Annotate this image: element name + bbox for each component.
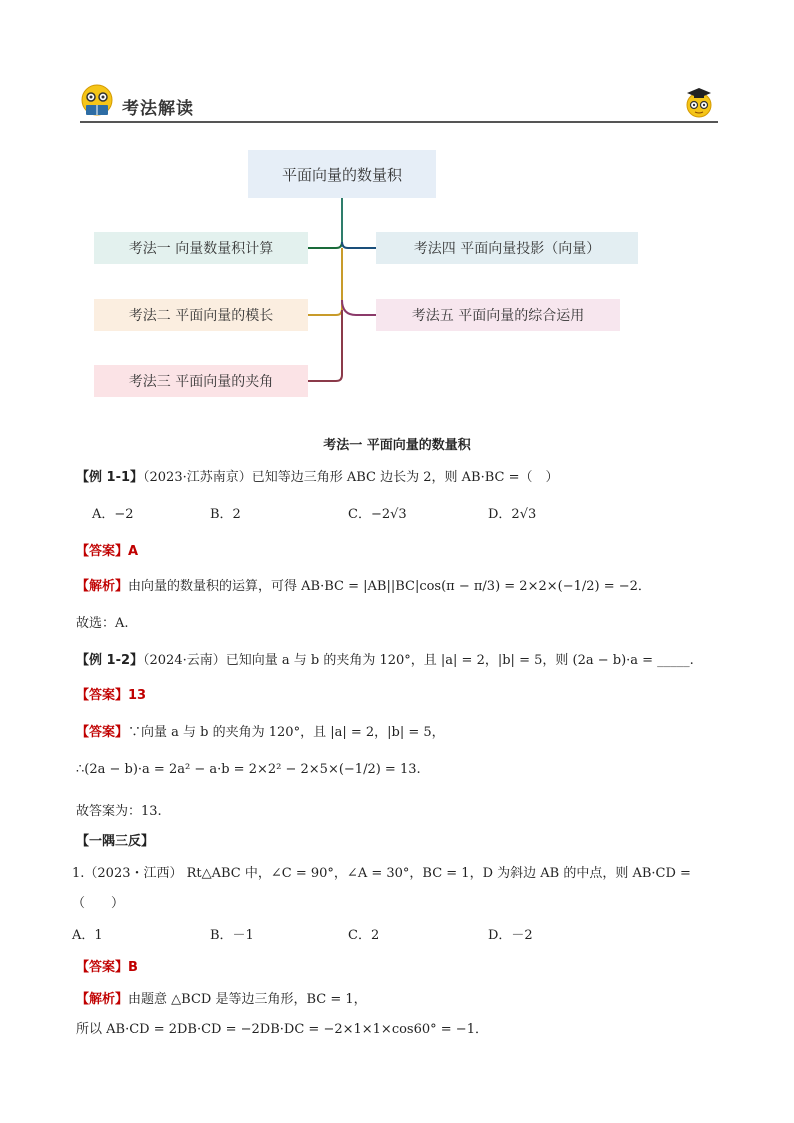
example-1-1-option-a: A．−2 — [92, 507, 134, 522]
practice-analysis-line2: 所以 AB·CD = 2DB·CD = −2DB·DC = −2×1×1×cos60° = −1． — [76, 1022, 488, 1037]
answer-label: 【答案】 — [76, 544, 129, 559]
mindmap-node-method2: 考法二 平面向量的模长 — [94, 299, 308, 331]
mindmap-root: 平面向量的数量积 — [248, 150, 436, 198]
example-1-2-answer — [76, 684, 146, 703]
example-1-1-option-c: C．−2√3 — [348, 507, 407, 522]
example-1-1-analysis — [76, 575, 651, 594]
analysis-text: ∵向量 a 与 b 的夹角为 120°，且 |a| = 2，|b| = 5， — [128, 725, 445, 740]
connector-node5 — [342, 300, 376, 315]
example-1-1-option-d: D．2√3 — [488, 507, 537, 522]
example-1-1-choose: 故选：A. — [76, 616, 129, 631]
section-title: 考法一 平面向量的数量积 — [323, 438, 471, 453]
answer-label: 【答案】 — [76, 688, 129, 703]
analysis-text: 由向量的数量积的运算，可得 AB·BC = |AB||BC|cos(π − π/3) = 2×2×(−1/2) = −2． — [128, 579, 651, 594]
answer-value: A — [128, 544, 139, 559]
example-1-2-tag: 【例 1-2】 — [76, 653, 144, 668]
connector-node2 — [308, 248, 342, 315]
answer-value: 13 — [128, 688, 147, 703]
practice-answer — [76, 956, 138, 975]
mindmap-node-method1: 考法一 向量数量积计算 — [94, 232, 308, 264]
mindmap-node-method4: 考法四 平面向量投影（向量） — [376, 232, 638, 264]
connector-node3 — [308, 310, 342, 381]
practice-analysis-line1 — [76, 988, 367, 1007]
mindmap-connectors — [0, 0, 794, 420]
practice-q1-paren: （ ） — [72, 896, 125, 911]
example-1-1-source: （2023·江苏南京） — [143, 470, 252, 485]
mindmap-node-method3: 考法三 平面向量的夹角 — [94, 365, 308, 397]
practice-q1: 1.（2023・江西） Rt△ABC 中，∠C = 90°，∠A = 30°，BC = 1，D 为斜边 AB 的中点，则 AB·CD = — [72, 866, 691, 881]
connector-node4 — [342, 242, 376, 248]
example-1-1-question — [76, 466, 559, 485]
connector-node1 — [308, 242, 342, 248]
example-1-2-source: （2024·云南） — [143, 653, 226, 668]
example-1-2-analysis-line1 — [76, 721, 445, 740]
answer-value: B — [128, 960, 138, 975]
example-1-2-analysis-line2: ∴(2a − b)·a = 2a² − a·b = 2×2² − 2×5×(−1/2) = 13. — [76, 762, 421, 777]
practice-option-b: B．－1 — [210, 928, 254, 943]
analysis-label: 【解析】 — [76, 579, 129, 594]
header-title: 考法解读 — [122, 99, 194, 119]
example-1-1-stem: 已知等边三角形 ABC 边长为 2，则 AB·BC =（ ） — [251, 470, 559, 485]
example-1-1-answer — [76, 540, 138, 559]
example-1-2-stem: 已知向量 a 与 b 的夹角为 120°，且 |a| = 2，|b| = 5，则 (2a − b)·a = _____. — [225, 653, 694, 668]
example-1-1-tag: 【例 1-1】 — [76, 470, 144, 485]
analysis-label: 【解析】 — [76, 992, 129, 1007]
example-1-2-question — [76, 649, 694, 668]
analysis-text: 由题意 △BCD 是等边三角形，BC = 1， — [128, 992, 367, 1007]
practice-option-c: C．2 — [348, 928, 380, 943]
practice-heading: 【一隅三反】 — [76, 834, 155, 849]
practice-option-a: A．1 — [72, 928, 103, 943]
answer-label: 【答案】 — [76, 960, 129, 975]
example-1-2-final: 故答案为：13. — [76, 804, 162, 819]
practice-option-d: D．－2 — [488, 928, 533, 943]
mindmap-node-method5: 考法五 平面向量的综合运用 — [376, 299, 620, 331]
analysis-label: 【答案】 — [76, 725, 129, 740]
example-1-1-option-b: B．2 — [210, 507, 241, 522]
